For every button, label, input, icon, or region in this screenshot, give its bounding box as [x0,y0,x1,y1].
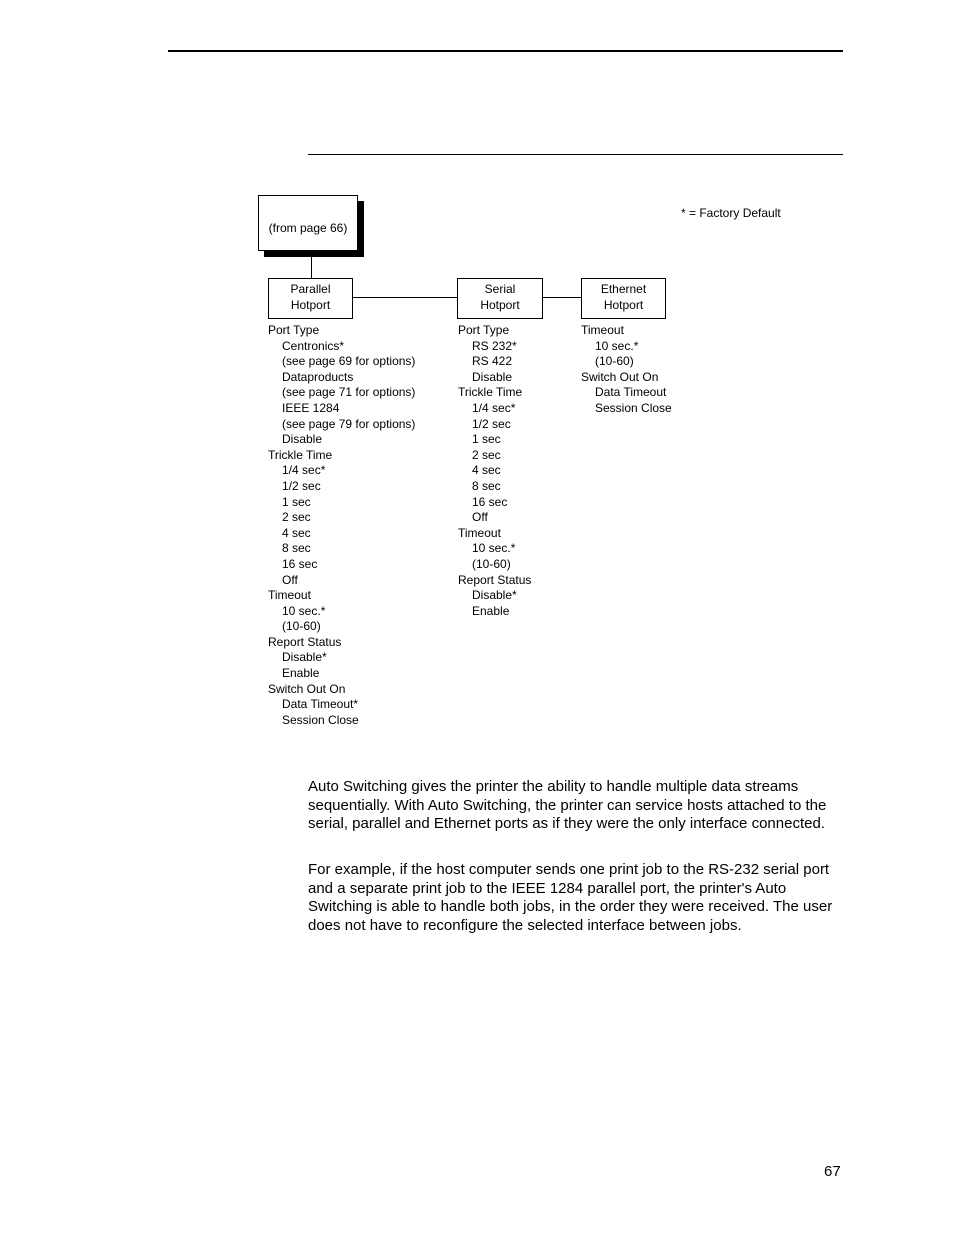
menu-option-heading: Report Status [458,572,532,587]
menu-option-value: 1/4 sec* [282,463,326,478]
menu-option-value: 16 sec [282,556,318,571]
parallel-to-serial-connector [352,297,458,298]
menu-option-value: 1 sec [282,494,311,509]
example-paragraph: For example, if the host computer sends one print job to the RS-232 serial port and a separate print job to the IEEE 1284 parallel port, the printer's Auto Switching is able to handle both jobs, in the order they were received. The user does not have to reconfigure the selected interface between jobs. [308,861,833,934]
ethernet-hotport-line1: Ethernet [600,282,647,296]
section-rule [308,154,843,155]
parallel-hotport-line1: Parallel [290,282,331,296]
menu-option-value: 1/4 sec* [472,400,516,415]
menu-option-heading: Port Type [458,323,510,337]
menu-option-value: 10 sec.* [282,603,326,618]
menu-option-value: Dataproducts [282,369,354,384]
menu-option-value: (see page 71 for options) [282,385,416,400]
ethernet-hotport-line2: Hotport [603,298,644,312]
start-box-label: (from page 66) [268,221,348,235]
menu-option-value: 8 sec [282,541,311,556]
menu-option-value: (10-60) [282,619,321,634]
menu-option-value: 2 sec [472,447,501,462]
parallel-hotport-line2: Hotport [290,298,331,312]
ethernet-options-list [581,323,672,417]
parallel-hotport-box [268,278,353,319]
menu-option-value: Session Close [282,712,359,727]
start-to-parallel-connector [311,257,312,278]
menu-option-value: RS 422 [472,354,513,369]
header-rule [168,50,843,52]
menu-option-heading: Switch Out On [268,681,346,696]
start-box [258,195,358,251]
menu-option-heading: Trickle Time [268,447,333,462]
serial-hotport-line1: Serial [484,282,516,296]
menu-option-value: 10 sec.* [595,338,639,353]
menu-option-heading: Trickle Time [458,385,523,400]
menu-option-value: Enable [472,603,510,618]
menu-option-value: (10-60) [472,556,511,571]
menu-option-value: Disable [472,369,513,384]
menu-option-value: 8 sec [472,478,501,493]
menu-option-value: 4 sec [472,463,501,478]
menu-option-heading: Port Type [268,323,320,337]
menu-option-value: 16 sec [472,494,508,509]
serial-hotport-line2: Hotport [480,298,520,312]
ethernet-hotport-box [581,278,666,319]
page-number: 67 [824,1163,841,1180]
menu-option-value: Off [472,510,488,525]
menu-option-value: Data Timeout* [282,697,359,712]
factory-default-note: * = Factory Default [681,206,781,220]
menu-option-value: 1 sec [472,432,501,447]
auto-switching-paragraph: Auto Switching gives the printer the ability to handle multiple data streams sequentially. With Auto Switching, the printer can service hosts attached to the serial, parallel and Ethernet ports as if they were the only interface connected. [308,778,827,833]
menu-option-value: Data Timeout [595,385,667,400]
menu-option-heading: Timeout [268,588,311,603]
serial-to-ethernet-connector [542,297,582,298]
menu-option-value: Session Close [595,400,672,415]
menu-option-value: Off [282,572,298,587]
menu-option-value: RS 232* [472,338,517,353]
menu-option-value: Enable [282,666,320,681]
menu-option-value: IEEE 1284 [282,400,340,415]
menu-option-value: Centronics* [282,338,345,353]
menu-option-heading: Switch Out On [581,369,659,384]
menu-option-heading: Timeout [458,525,501,540]
menu-option-value: (see page 79 for options) [282,416,416,431]
parallel-options-list [268,323,415,728]
menu-option-value: 2 sec [282,510,311,525]
menu-option-heading: Timeout [581,323,624,337]
menu-option-value: (see page 69 for options) [282,354,416,369]
menu-option-value: Disable [282,432,323,447]
menu-option-value: 10 sec.* [472,541,516,556]
menu-option-value: 1/2 sec [472,416,511,431]
serial-options-list [458,323,531,619]
menu-option-value: 4 sec [282,525,311,540]
menu-option-value: (10-60) [595,354,634,369]
menu-option-value: Disable* [472,588,517,603]
menu-option-value: 1/2 sec [282,478,321,493]
menu-option-value: Disable* [282,650,327,665]
serial-hotport-box [457,278,543,319]
menu-option-heading: Report Status [268,634,342,649]
